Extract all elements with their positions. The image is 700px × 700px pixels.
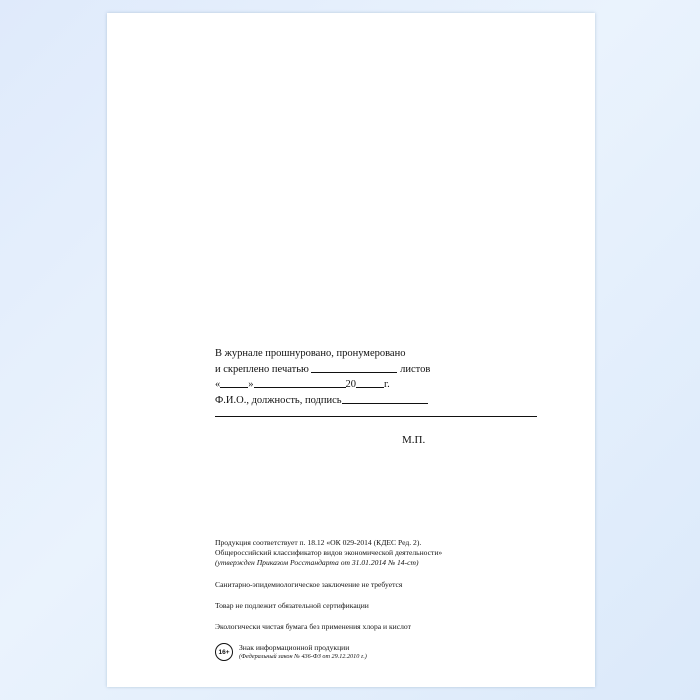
signatory-blank	[342, 393, 428, 404]
product-conformity-line-1: Продукция соответствует п. 18.12 «ОК 029-2014 (КДЕС Ред. 2).	[215, 538, 422, 547]
product-conformity-line-3: (утвержден Приказом Росстандарта от 31.01.2014 № 14-ст)	[215, 558, 419, 568]
certification-line-2	[215, 362, 545, 378]
product-conformity-line-2: Общероссийский классификатор видов экономической деятельности»	[215, 548, 443, 558]
product-conformity-note	[215, 538, 565, 569]
info-mark-title: Знак информационной продукции	[239, 643, 350, 653]
year-suffix: г.	[384, 379, 390, 390]
sanitary-note: Санитарно-эпидемиологическое заключение не требуется	[215, 579, 403, 589]
year-blank	[356, 377, 384, 388]
certification-block	[215, 346, 545, 417]
month-blank	[254, 377, 346, 388]
info-mark-law: (Федеральный закон № 436-ФЗ от 29.12.2010 г.)	[239, 652, 367, 660]
document-sheet	[107, 13, 595, 687]
certification-line-2-suffix: листов	[400, 363, 431, 375]
date-quote-open: «	[215, 379, 221, 390]
date-quote-close: »	[248, 379, 254, 390]
age-rating-icon: 16+	[215, 643, 233, 661]
seal-label: М.П.	[402, 434, 426, 446]
signatory-label: Ф.И.О., должность, подпись	[215, 394, 342, 406]
certification-line-1	[215, 346, 545, 362]
sheet-count-blank	[311, 362, 397, 373]
certification-line-1-text: В журнале прошнуровано, пронумеровано	[215, 348, 406, 359]
year-prefix: 20	[345, 379, 356, 390]
document-footer	[215, 538, 565, 661]
info-mark-text	[239, 643, 367, 661]
certification-line-3	[215, 377, 545, 393]
day-blank	[220, 377, 248, 388]
certification-line-4	[215, 393, 545, 409]
info-product-mark	[215, 643, 565, 661]
certification-note: Товар не подлежит обязательной сертификации	[215, 600, 369, 610]
paper-note: Экологически чистая бумага без применения хлора и кислот	[215, 622, 411, 632]
signatory-blank-second	[215, 409, 537, 417]
certification-line-2-prefix: и скреплено печатью	[215, 363, 309, 375]
